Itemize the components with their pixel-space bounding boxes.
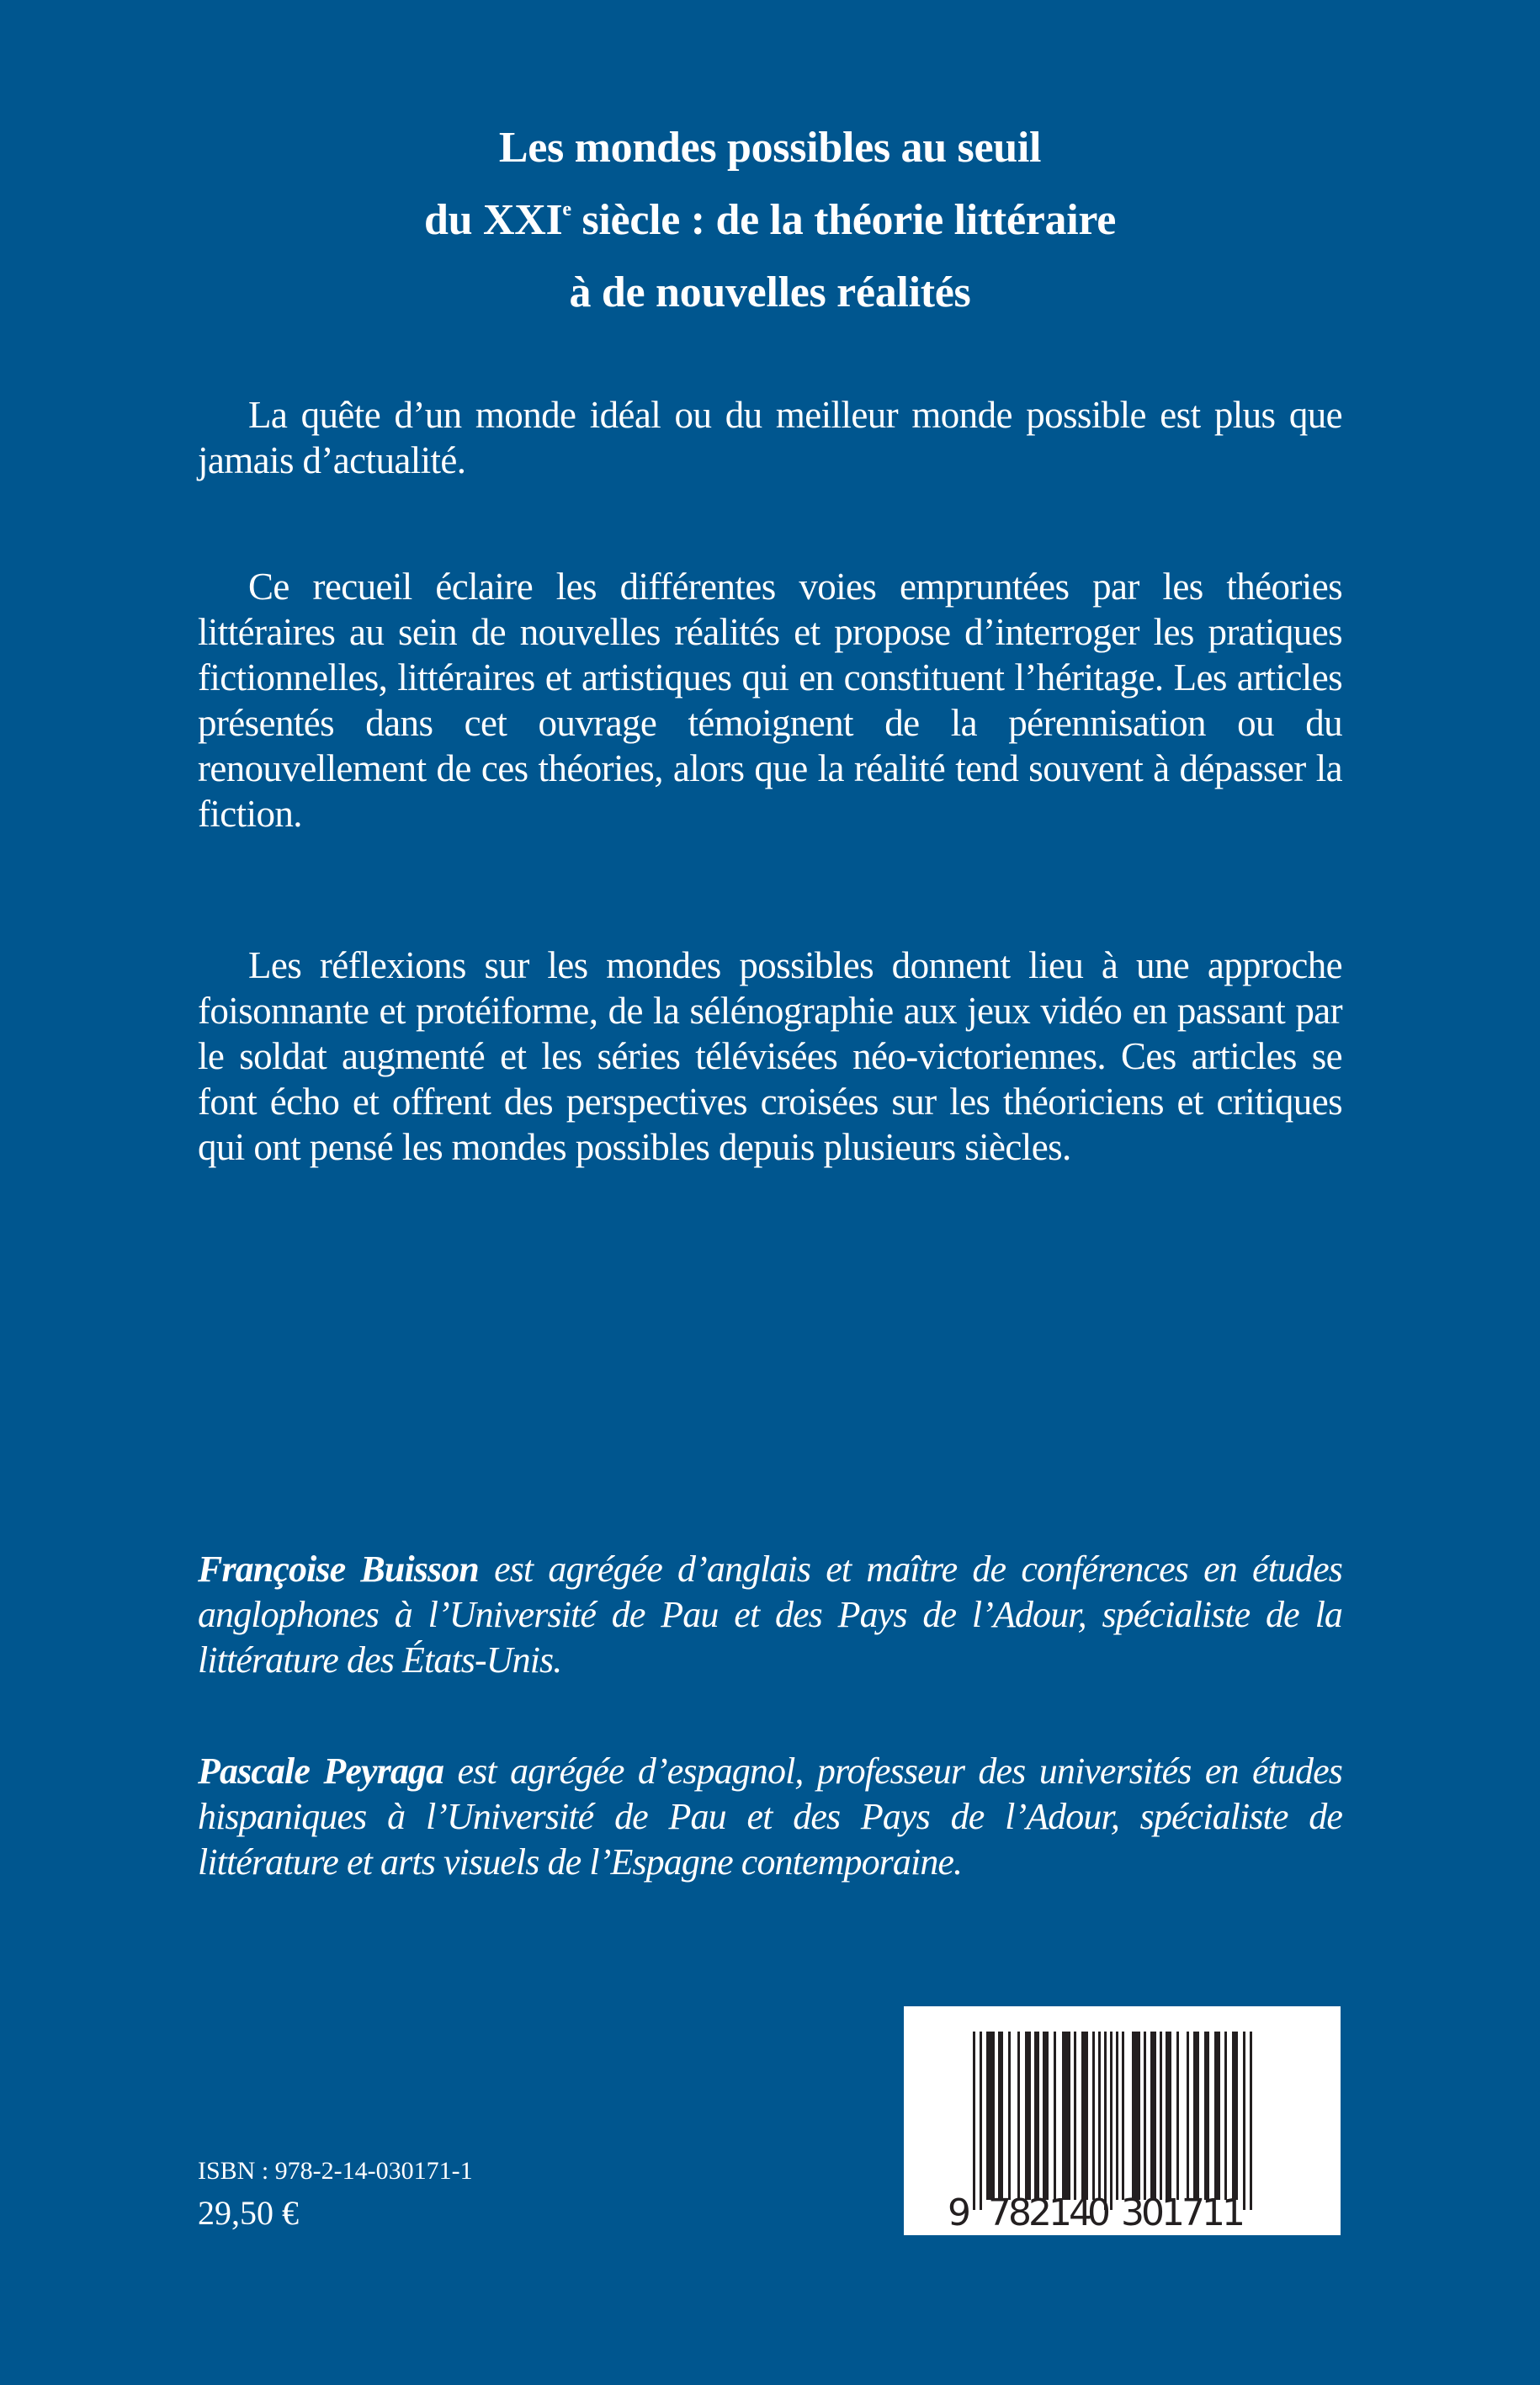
title-line-2 bbox=[0, 184, 1540, 257]
barcode-digit: 7 bbox=[1182, 2191, 1205, 2234]
title-line-3: à de nouvelles réalités bbox=[569, 268, 971, 316]
barcode-digit: 9 bbox=[948, 2191, 971, 2234]
barcode-digit: 1 bbox=[1222, 2191, 1245, 2234]
title-line-2-prefix: du XXI bbox=[424, 195, 563, 244]
barcode-digit: 2 bbox=[1028, 2191, 1052, 2234]
title-superscript: e bbox=[562, 198, 571, 220]
barcode bbox=[904, 2006, 1341, 2235]
summary-text: Ce recueil éclaire les différentes voies empruntées par les théories littéraires au sein de nouvelles réalités et propose d’interroger les pratiques fictionnelles, littéraires et artistiques qui en constituent l’héritage. Les articles présentés dans cet ouvrage témoignent de la pérennisation ou du renouvellement de ces théories, alors que la réalité tend souvent à dépasser la fiction. bbox=[198, 566, 1342, 835]
barcode-digit: 1 bbox=[1049, 2191, 1072, 2234]
barcode-digit: 0 bbox=[1141, 2191, 1165, 2234]
summary-text: Les réflexions sur les mondes possibles donnent lieu à une approche foisonnante et protéiforme, de la sélénographie aux jeux vidéo en passant par le soldat augmenté et les séries télévisées néo-victoriennes. Ces articles se font écho et offrent des perspectives croisées sur les théoriciens et critiques qui ont pensé les mondes possibles depuis plusieurs siècles. bbox=[198, 944, 1342, 1168]
barcode-digit: 1 bbox=[1202, 2191, 1225, 2234]
summary-paragraph-1 bbox=[198, 392, 1342, 483]
barcode-digit: 8 bbox=[1008, 2191, 1032, 2234]
author-bio-1 bbox=[198, 1547, 1342, 1683]
barcode-digit: 3 bbox=[1121, 2191, 1144, 2234]
title-line-2-suffix: siècle : de la théorie littéraire bbox=[571, 195, 1116, 244]
barcode-digit: 4 bbox=[1069, 2191, 1092, 2234]
author-bio-text: est agrégée d’espagnol, professeur des universités en études hispaniques à l’Université de Pau et des Pays de l’Adour, spécialiste de littérature et arts visuels de l’Espagne contemporaine. bbox=[198, 1750, 1342, 1883]
author-name: Pascale Peyraga bbox=[198, 1750, 444, 1792]
author-bio-text: est agrégée d’anglais et maître de conférences en études anglophones à l’Université de Pau et des Pays de l’Adour, spécialiste de la littérature des États-Unis. bbox=[198, 1548, 1342, 1681]
title-line-1: Les mondes possibles au seuil bbox=[498, 123, 1042, 172]
isbn-label: ISBN : 978-2-14-030171-1 bbox=[198, 2157, 473, 2185]
book-title bbox=[0, 112, 1540, 329]
barcode-number bbox=[904, 2006, 1341, 2235]
barcode-digit: 0 bbox=[1087, 2191, 1111, 2234]
summary-text: La quête d’un monde idéal ou du meilleur monde possible est plus que jamais d’actualité. bbox=[198, 394, 1342, 481]
barcode-digit: 1 bbox=[1161, 2191, 1185, 2234]
summary-paragraph-3 bbox=[198, 943, 1342, 1170]
barcode-digit: 7 bbox=[988, 2191, 1012, 2234]
author-name: Françoise Buisson bbox=[198, 1548, 479, 1590]
price-label: 29,50 € bbox=[198, 2194, 299, 2232]
author-bio-2 bbox=[198, 1749, 1342, 1885]
summary-paragraph-2 bbox=[198, 564, 1342, 837]
